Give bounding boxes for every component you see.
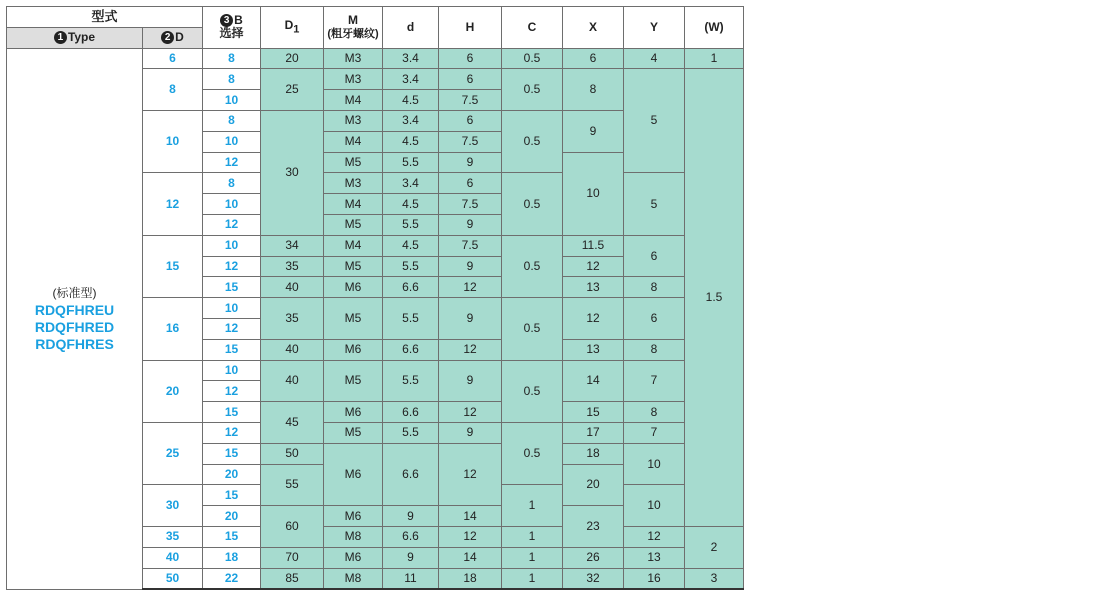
x-cell: 23 bbox=[563, 506, 624, 548]
w-cell: 3 bbox=[685, 568, 744, 589]
x-cell: 8 bbox=[563, 69, 624, 111]
b-cell: 20 bbox=[203, 464, 261, 485]
c-cell: 0.5 bbox=[502, 110, 563, 172]
b-cell: 15 bbox=[203, 485, 261, 506]
x-cell: 11.5 bbox=[563, 235, 624, 256]
spec-table bbox=[6, 6, 744, 590]
c-cell: 1 bbox=[502, 526, 563, 547]
d-value-cell: 6.6 bbox=[383, 339, 439, 360]
b-cell: 10 bbox=[203, 298, 261, 319]
w-cell: 2 bbox=[685, 526, 744, 568]
d-cell: 16 bbox=[143, 298, 203, 360]
header-m: M (粗牙螺纹) bbox=[324, 7, 383, 49]
d1-cell: 35 bbox=[261, 298, 324, 340]
h-cell: 7.5 bbox=[439, 131, 502, 152]
d-cell: 40 bbox=[143, 547, 203, 568]
w-cell: 1.5 bbox=[685, 69, 744, 527]
d1-cell: 50 bbox=[261, 443, 324, 464]
d-value-cell: 4.5 bbox=[383, 131, 439, 152]
b-cell: 10 bbox=[203, 360, 261, 381]
x-cell: 10 bbox=[563, 152, 624, 235]
h-cell: 6 bbox=[439, 110, 502, 131]
m-cell: M5 bbox=[324, 256, 383, 277]
d-value-cell: 6.6 bbox=[383, 277, 439, 298]
y-cell: 6 bbox=[624, 298, 685, 340]
b-cell: 18 bbox=[203, 547, 261, 568]
d-cell: 12 bbox=[143, 173, 203, 235]
b-cell: 10 bbox=[203, 90, 261, 111]
c-cell: 0.5 bbox=[502, 69, 563, 111]
table-row bbox=[7, 48, 744, 69]
y-cell: 4 bbox=[624, 48, 685, 69]
b-cell: 12 bbox=[203, 381, 261, 402]
h-cell: 6 bbox=[439, 69, 502, 90]
m-cell: M5 bbox=[324, 214, 383, 235]
d-cell: 35 bbox=[143, 526, 203, 547]
d-cell: 30 bbox=[143, 485, 203, 527]
y-cell: 7 bbox=[624, 422, 685, 443]
y-cell: 16 bbox=[624, 568, 685, 589]
d-value-cell: 9 bbox=[383, 547, 439, 568]
h-cell: 6 bbox=[439, 173, 502, 194]
b-cell: 12 bbox=[203, 152, 261, 173]
x-cell: 17 bbox=[563, 422, 624, 443]
w-cell: 1 bbox=[685, 48, 744, 69]
header-type: 1 Type bbox=[7, 27, 143, 48]
y-cell: 10 bbox=[624, 443, 685, 485]
m-cell: M6 bbox=[324, 506, 383, 527]
x-cell: 12 bbox=[563, 298, 624, 340]
header-w: (W) bbox=[685, 7, 744, 49]
circled-number-3: 3 bbox=[220, 14, 233, 27]
x-cell: 6 bbox=[563, 48, 624, 69]
type-code: RDQFHRES bbox=[35, 335, 114, 352]
y-cell: 8 bbox=[624, 402, 685, 423]
h-cell: 9 bbox=[439, 214, 502, 235]
c-cell: 0.5 bbox=[502, 422, 563, 484]
m-cell: M3 bbox=[324, 69, 383, 90]
circled-number-1: 1 bbox=[54, 31, 67, 44]
b-cell: 12 bbox=[203, 214, 261, 235]
c-cell: 0.5 bbox=[502, 48, 563, 69]
m-cell: M8 bbox=[324, 568, 383, 589]
b-cell: 15 bbox=[203, 339, 261, 360]
m-cell: M6 bbox=[324, 547, 383, 568]
y-cell: 8 bbox=[624, 339, 685, 360]
b-cell: 15 bbox=[203, 443, 261, 464]
header-d-col: 2 D bbox=[143, 27, 203, 48]
h-cell: 14 bbox=[439, 506, 502, 527]
b-cell: 10 bbox=[203, 194, 261, 215]
b-cell: 20 bbox=[203, 506, 261, 527]
b-cell: 10 bbox=[203, 235, 261, 256]
d-value-cell: 4.5 bbox=[383, 235, 439, 256]
header-b: 3 B 选择 bbox=[203, 7, 261, 49]
d1-cell: 40 bbox=[261, 277, 324, 298]
d-cell: 10 bbox=[143, 110, 203, 172]
c-cell: 1 bbox=[502, 485, 563, 527]
d1-cell: 55 bbox=[261, 464, 324, 506]
x-cell: 32 bbox=[563, 568, 624, 589]
h-cell: 9 bbox=[439, 298, 502, 340]
d-value-cell: 11 bbox=[383, 568, 439, 589]
d-value-cell: 3.4 bbox=[383, 173, 439, 194]
d-cell: 50 bbox=[143, 568, 203, 589]
header-d1: $D_1$ bbox=[261, 7, 324, 49]
c-cell: 0.5 bbox=[502, 360, 563, 422]
type-code: RDQFHRED bbox=[34, 318, 115, 335]
y-cell: 5 bbox=[624, 69, 685, 173]
m-cell: M5 bbox=[324, 422, 383, 443]
d-value-cell: 6.6 bbox=[383, 402, 439, 423]
x-cell: 15 bbox=[563, 402, 624, 423]
m-cell: M5 bbox=[324, 298, 383, 340]
d-cell: 25 bbox=[143, 422, 203, 484]
d1-cell: 85 bbox=[261, 568, 324, 589]
d1-cell: 70 bbox=[261, 547, 324, 568]
d-cell: 6 bbox=[143, 48, 203, 69]
h-cell: 9 bbox=[439, 256, 502, 277]
c-cell: 1 bbox=[502, 547, 563, 568]
d-cell: 20 bbox=[143, 360, 203, 422]
d-value-cell: 5.5 bbox=[383, 214, 439, 235]
h-cell: 9 bbox=[439, 360, 502, 402]
m-cell: M6 bbox=[324, 443, 383, 505]
b-cell: 12 bbox=[203, 318, 261, 339]
x-cell: 14 bbox=[563, 360, 624, 402]
h-cell: 12 bbox=[439, 402, 502, 423]
y-cell: 7 bbox=[624, 360, 685, 402]
m-cell: M3 bbox=[324, 110, 383, 131]
c-cell: 0.5 bbox=[502, 173, 563, 235]
d-value-cell: 9 bbox=[383, 506, 439, 527]
d-value-cell: 5.5 bbox=[383, 256, 439, 277]
d1-cell: 34 bbox=[261, 235, 324, 256]
d1-cell: 60 bbox=[261, 506, 324, 548]
m-cell: M5 bbox=[324, 152, 383, 173]
y-cell: 10 bbox=[624, 485, 685, 527]
b-cell: 22 bbox=[203, 568, 261, 589]
d-value-cell: 5.5 bbox=[383, 360, 439, 402]
b-cell: 12 bbox=[203, 422, 261, 443]
d-value-cell: 5.5 bbox=[383, 298, 439, 340]
d-value-cell: 3.4 bbox=[383, 69, 439, 90]
d-value-cell: 4.5 bbox=[383, 90, 439, 111]
d-value-cell: 5.5 bbox=[383, 152, 439, 173]
m-cell: M6 bbox=[324, 277, 383, 298]
m-cell: M6 bbox=[324, 339, 383, 360]
d1-cell: 40 bbox=[261, 339, 324, 360]
m-cell: M4 bbox=[324, 235, 383, 256]
d-cell: 15 bbox=[143, 235, 203, 297]
header-h: H bbox=[439, 7, 502, 49]
d1-cell: 35 bbox=[261, 256, 324, 277]
h-cell: 12 bbox=[439, 339, 502, 360]
x-cell: 12 bbox=[563, 256, 624, 277]
y-cell: 6 bbox=[624, 235, 685, 277]
header-y: Y bbox=[624, 7, 685, 49]
m-cell: M4 bbox=[324, 90, 383, 111]
d1-cell: 20 bbox=[261, 48, 324, 69]
b-cell: 8 bbox=[203, 69, 261, 90]
h-cell: 6 bbox=[439, 48, 502, 69]
type-cell bbox=[7, 48, 143, 589]
d-value-cell: 3.4 bbox=[383, 110, 439, 131]
h-cell: 7.5 bbox=[439, 235, 502, 256]
circled-number-2: 2 bbox=[161, 31, 174, 44]
b-cell: 8 bbox=[203, 110, 261, 131]
d-value-cell: 6.6 bbox=[383, 443, 439, 505]
c-cell: 1 bbox=[502, 568, 563, 589]
y-cell: 12 bbox=[624, 526, 685, 547]
b-cell: 8 bbox=[203, 173, 261, 194]
header-d: d bbox=[383, 7, 439, 49]
type-note: (标准型) bbox=[52, 285, 97, 300]
b-cell: 8 bbox=[203, 48, 261, 69]
y-cell: 13 bbox=[624, 547, 685, 568]
y-cell: 8 bbox=[624, 277, 685, 298]
m-cell: M8 bbox=[324, 526, 383, 547]
x-cell: 18 bbox=[563, 443, 624, 464]
h-cell: 14 bbox=[439, 547, 502, 568]
m-cell: M3 bbox=[324, 48, 383, 69]
m-cell: M3 bbox=[324, 173, 383, 194]
x-cell: 26 bbox=[563, 547, 624, 568]
h-cell: 12 bbox=[439, 526, 502, 547]
m-cell: M4 bbox=[324, 194, 383, 215]
header-row-1 bbox=[7, 7, 744, 28]
h-cell: 9 bbox=[439, 422, 502, 443]
m-cell: M5 bbox=[324, 360, 383, 402]
m-cell: M4 bbox=[324, 131, 383, 152]
d1-cell: 45 bbox=[261, 402, 324, 444]
d-value-cell: 3.4 bbox=[383, 48, 439, 69]
x-cell: 9 bbox=[563, 110, 624, 152]
b-cell: 10 bbox=[203, 131, 261, 152]
header-c: C bbox=[502, 7, 563, 49]
h-cell: 7.5 bbox=[439, 90, 502, 111]
c-cell: 0.5 bbox=[502, 298, 563, 360]
h-cell: 18 bbox=[439, 568, 502, 589]
b-cell: 15 bbox=[203, 277, 261, 298]
h-cell: 7.5 bbox=[439, 194, 502, 215]
b-cell: 15 bbox=[203, 526, 261, 547]
d-value-cell: 4.5 bbox=[383, 194, 439, 215]
d-value-cell: 6.6 bbox=[383, 526, 439, 547]
header-type-group: 型式 bbox=[7, 7, 203, 28]
d1-cell: 40 bbox=[261, 360, 324, 402]
x-cell: 13 bbox=[563, 277, 624, 298]
type-code: RDQFHREU bbox=[34, 301, 115, 318]
d1-cell: 25 bbox=[261, 69, 324, 111]
d-value-cell: 5.5 bbox=[383, 422, 439, 443]
x-cell: 13 bbox=[563, 339, 624, 360]
m-cell: M6 bbox=[324, 402, 383, 423]
header-x: X bbox=[563, 7, 624, 49]
y-cell: 5 bbox=[624, 173, 685, 235]
h-cell: 12 bbox=[439, 443, 502, 505]
b-cell: 15 bbox=[203, 402, 261, 423]
d-cell: 8 bbox=[143, 69, 203, 111]
h-cell: 9 bbox=[439, 152, 502, 173]
x-cell: 20 bbox=[563, 464, 624, 506]
h-cell: 12 bbox=[439, 277, 502, 298]
b-cell: 12 bbox=[203, 256, 261, 277]
d1-cell: 30 bbox=[261, 110, 324, 235]
c-cell: 0.5 bbox=[502, 235, 563, 297]
